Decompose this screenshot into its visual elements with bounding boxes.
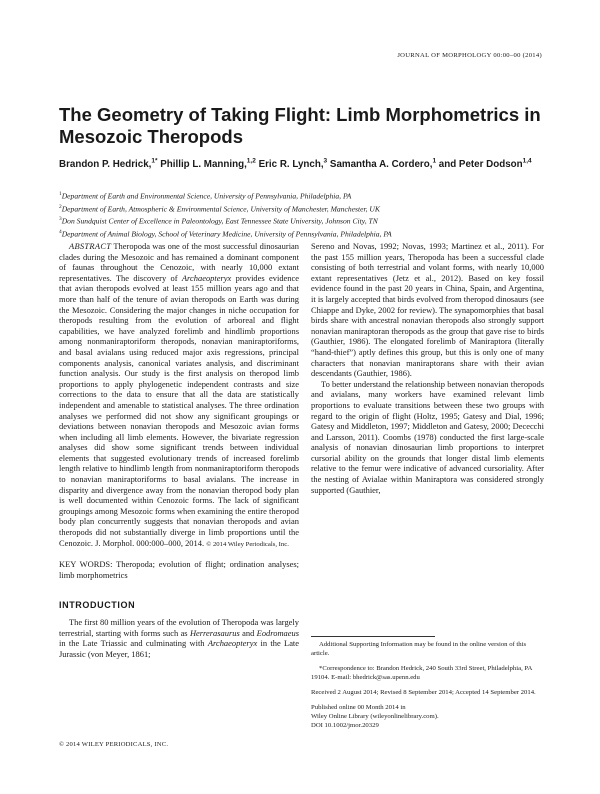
affiliation: $^2$Department of Earth, Atmospheric & Environmental Science, University of Manchester, Manchester, UK: [59, 203, 380, 214]
publication-info: Published online 00 Month 2014 in Wiley Online Library (wileyonlinelibrary.com). DOI 10.1002/jmor.20329: [311, 703, 544, 730]
affiliation: $^3$Don Sundquist Center of Excellence in Paleontology, East Tennessee State University, Johnson City, TN: [59, 216, 378, 226]
footnote-divider: [311, 636, 435, 637]
received-dates: Received 2 August 2014; Revised 8 September 2014; Accepted 14 September 2014.: [311, 689, 536, 696]
affiliation: $^4$Department of Animal Biology, School of Veterinary Medicine, University of Pennsylvania, Philadelphia, PA: [59, 229, 392, 239]
journal-header: JOURNAL OF MORPHOLOGY 00:00–00 (2014): [397, 52, 542, 59]
paper-title: The Geometry of Taking Flight: Limb Morphometrics in Mesozoic Theropods: [59, 104, 541, 147]
author: Phillip L. Manning,$^{1,2}$: [160, 158, 256, 171]
intro-paragraph: The first 80 million years of the evolution of Theropoda was largely terrestrial, starting with forms such as Herrerasaurus and Eodromaeus in the Late Triassic and culminating with Archaeopteryx in the Late Jurassic (von Meyer, 1861;: [59, 617, 300, 659]
abstract-copyright: © 2014 Wiley Periodicals, Inc.: [206, 540, 289, 548]
right-column: [311, 241, 544, 495]
author: Brandon P. Hedrick,$^{1*}$: [59, 158, 158, 171]
footnotes: [311, 640, 544, 730]
left-column: [59, 241, 299, 659]
correspondence-note: *Correspondence to: Brandon Hedrick, 240 South 33rd Street, Philadelphia, PA 19104. E-mail: bhedrick@sas.upenn.edu: [311, 665, 532, 681]
intro-paragraph-continued: Sereno and Novas, 1992; Novas, 1993; Martinez et al., 2011). For the past 155 million years, Theropoda has been a successful clade consisting of both terrestrial and volant forms, with nearly 10,000 extant representatives (Jetz et al., 2012). Based on key fossil evidence found in the past 20 years in China, Spain, and Argentina, it is largely accepted that birds evolved from theropod dinosaurs (see Chiappe and Dyke, 2002 for review). The synapomorphies that basal birds share with ancestral nonavian theropods also strongly support nonavian maniraptoran theropods as the group that gave rise to birds (Gauthier, 1986). The elongated forelimb of Maniraptora (literally “hand-thief”) aptly defines this group, but this is only one of many characters that nonavian maniraptorans share with their avian descendants (Gauthier, 1986).: [311, 241, 544, 379]
author: and Peter Dodson$^{1,4}$: [438, 158, 532, 171]
abstract: ABSTRACT Theropoda was one of the most successful dinosaurian clades during the Mesozoic and has remained a dominant component of faunas throughout the Cenozoic, with nearly 10,000 extant representatives. The discovery of Archaeopteryx provides evidence that avian theropods evolved at least 155 million years ago and that more than half of the tenure of avian theropods on Earth was during the Mesozoic. Considering the major changes in niche occupation for theropods resulting from the evolution of arboreal and flight capabilities, we have analyzed forelimb and hindlimb proportions among nonmaniraptoriform theropods, nonavian maniraptoriforms, and basal avialans using reduced major axis regressions, principal components analysis, canonical variates analysis, and discriminant function analysis. Our study is the first analysis on theropod limb proportions to apply phylogenetic independent contrasts and size corrections to the data to ensure that all the data are statistically independent and amenable to statistical analyses. The three ordination analyses we performed did not show any significant groupings or deviations between nonavian theropods and Mesozoic avian forms when including all limb elements. However, the bivariate regression analyses did show some significant trends between individual elements that suggested evolutionary trends of increased forelimb length relative to hindlimb length from nonmaniraptoriform theropods to nonavian maniraptoriforms to basal avialans. The increase in disparity and divergence away from the nonavian theropod body plan is well documented within Cenozoic forms. The lack of significant groupings among Mesozoic forms when examining the entire theropod body plan concurrently suggests that nonavian theropods and avian theropods did not substantially diverge in limb proportions until the Cenozoic. J. Morphol. 000:000–000, 2014. © 2014 Wiley Periodicals, Inc.: [59, 241, 300, 548]
author-list: [59, 155, 544, 171]
section-heading-introduction: INTRODUCTION: [59, 600, 136, 611]
affiliation: $^1$Department of Earth and Environmental Science, University of Pennsylvania, Philadelphia, PA: [59, 191, 352, 201]
author: Samantha A. Cordero,$^1$: [329, 158, 437, 171]
author: Eric R. Lynch,$^3$: [258, 158, 328, 171]
intro-paragraph: To better understand the relationship between nonavian theropods and avialans, many workers have examined relevant limb proportions to evaluate transitions between these two groups with regard to the origin of flight (Holtz, 1995; Gatesy and Dial, 1996; Gatesy and Middleton, 1997; Middleton and Gatesy, 2000; Dececchi and Larsson, 2011). Coombs (1978) conducted the first large-scale analysis of nonavian dinosaurian limb proportions to interpret cursorial ability on the grounds that longer distal limb elements relative to the femur were indicative of advanced cursoriality. After the nesting of Avialae within Maniraptora was considered strongly supported (Gauthier,: [311, 378, 544, 495]
page-copyright: © 2014 WILEY PERIODICALS, INC.: [59, 741, 169, 748]
abstract-label: ABSTRACT: [69, 241, 112, 251]
supporting-info-note: Additional Supporting Information may be found in the online version of this article.: [311, 641, 527, 657]
doi: DOI 10.1002/jmor.20329: [311, 722, 379, 729]
keywords: KEY WORDS: Theropoda; evolution of flight; ordination analyses; limb morphometrics: [59, 559, 299, 580]
affiliations: [59, 189, 554, 240]
